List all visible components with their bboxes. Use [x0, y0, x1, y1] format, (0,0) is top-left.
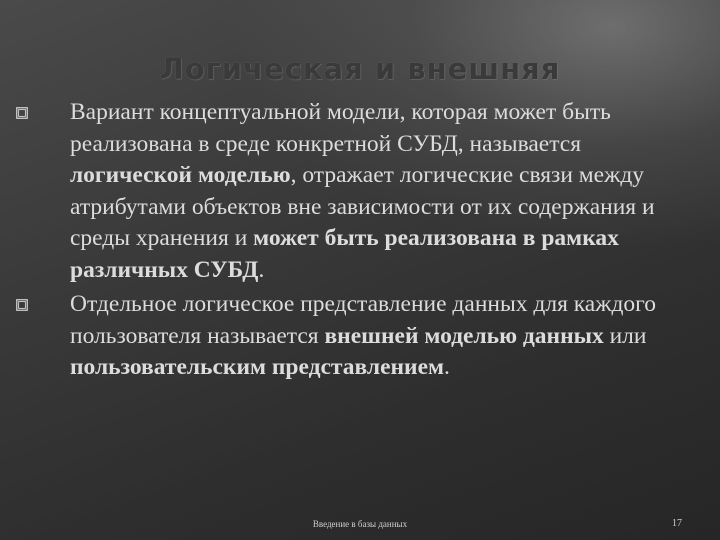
bullet-2-term-user-view: пользовательским представлением: [70, 354, 445, 380]
bullet-2-term-external-model: внешней моделью данных: [324, 322, 604, 349]
bullet-1-term-logical-model: логической моделью: [70, 162, 291, 188]
slide-body: [70, 97, 695, 387]
bullet-1-text: , отражает логические связи между атрибутами объектов вне зависимости от их содержания и среды хранения и: [70, 162, 655, 251]
bullet-2-text: или: [603, 322, 647, 349]
page-number: 17: [672, 518, 682, 529]
bullet-1-text: .: [258, 256, 265, 283]
bullet-2-text: .: [444, 354, 450, 380]
bullet-1-text: Вариант концептуальной модели, которая может быть реализована в среде конкретной СУБД, называется: [70, 99, 611, 157]
slide-title: Логическая и внешняя: [159, 52, 561, 86]
bullet-box-icon: [16, 299, 28, 311]
bullet-2-text: Отдельное логическое представление данных для каждого пользователя называется: [70, 291, 656, 349]
bullet-item-2: [70, 289, 695, 384]
bullet-1-term-multi-dbms: может быть реализована в рамках различных СУБД: [70, 225, 619, 283]
slide-footer: Введение в базы данных: [312, 519, 408, 529]
bullet-item-1: [70, 97, 695, 286]
bullet-box-icon: [16, 107, 28, 119]
